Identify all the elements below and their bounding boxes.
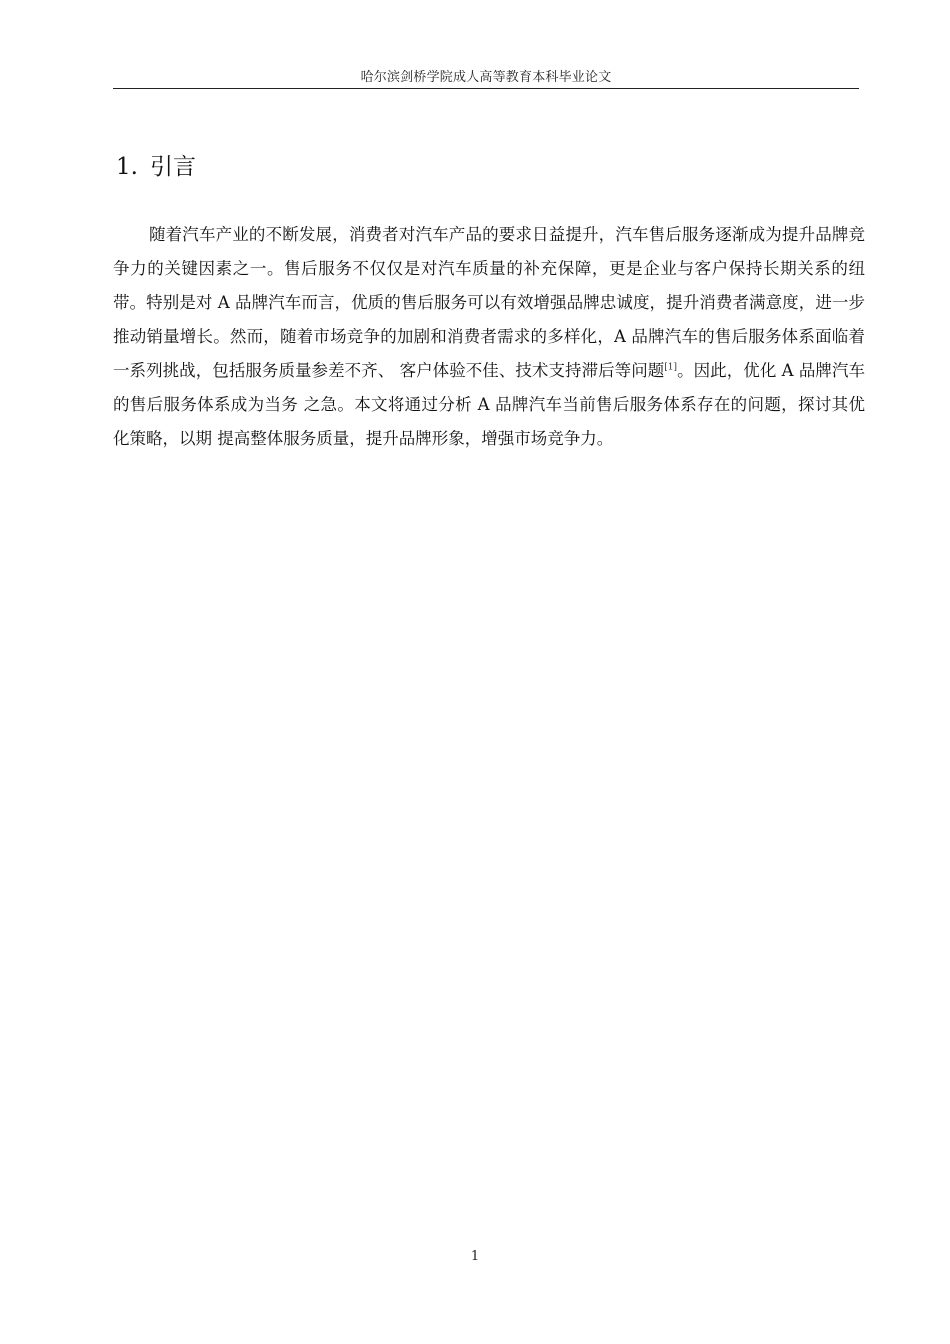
running-header: 哈尔滨剑桥学院成人高等教育本科毕业论文 bbox=[360, 70, 612, 85]
citation-marker[interactable]: [1] bbox=[664, 362, 678, 373]
paragraph-text-part2: 。因此，优化 A 品牌汽车的售后服务体系成为当务 之急。本文将通过分析 A 品牌汽车当前售后服务体系存在的问题，探讨其优化策略，以期 提高整体服务质量，提升品牌形象，增强市场竞争力。 bbox=[113, 361, 865, 448]
header-divider bbox=[113, 88, 859, 89]
section-number: 1. bbox=[116, 154, 138, 180]
section-title: 引言 bbox=[149, 154, 196, 180]
page-number: 1 bbox=[470, 1249, 480, 1264]
body-paragraph bbox=[113, 218, 865, 456]
section-heading bbox=[116, 148, 196, 181]
paragraph-text-part1: 随着汽车产业的不断发展，消费者对汽车产品的要求日益提升，汽车售后服务逐渐成为提升品牌竞争力的关键因素之一。售后服务不仅仅是对汽车质量的补充保障，更是企业与客户保持长期关系的纽带。特别是对 A 品牌汽车而言，优质的售后服务可以有效增强品牌忠诚度，提升消费者满意度，进一步推动销量增长。然而，随着市场竞争的加剧和消费者需求的多样化，A 品牌汽车的售后服务体系面临着一系列挑战，包括服务质量参差不齐、 客户体验不佳、技术支持滞后等问题 bbox=[113, 225, 865, 380]
